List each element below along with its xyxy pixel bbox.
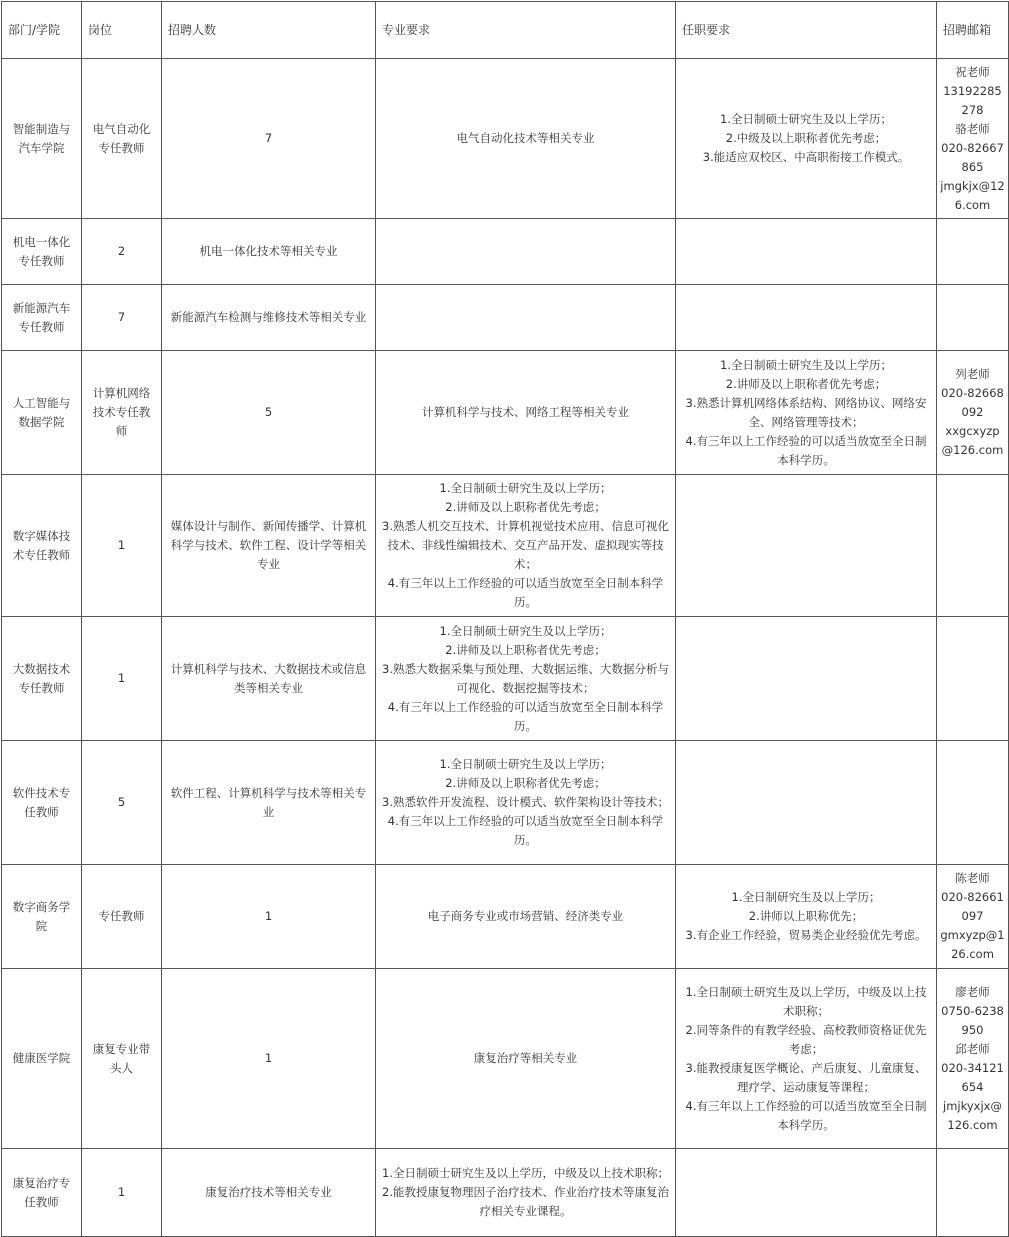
cell-count: 媒体设计与制作、新闻传播学、计算机科学与技术、软件工程、设计学等相关专业	[162, 475, 376, 617]
contact-line[interactable]: jmjkyxjx@126.com	[943, 1098, 1002, 1132]
table-header-row	[2, 2, 1009, 59]
contact-line: 020-34121654	[941, 1060, 1004, 1094]
cell-dept: 机电一体化专任教师	[2, 219, 82, 285]
requirement-line: 3.熟悉人机交互技术、计算机视觉技术应用、信息可视化技术、非线性编辑技术、交互产品开发、虚拟现实等技术；	[382, 519, 669, 571]
requirement-line: 2.讲师及以上职称者优先考虑；	[725, 376, 887, 391]
cell-dept: 康复治疗专任教师	[2, 1149, 82, 1237]
cell-dept: 人工智能与数据学院	[2, 351, 82, 475]
cell-count: 1	[162, 865, 376, 969]
cell-count: 5	[162, 351, 376, 475]
cell-requirements	[676, 351, 937, 475]
requirement-line: 3.熟悉计算机网络体系结构、网络协议、网络安全、网络管理等技术；	[685, 395, 927, 429]
contact-line: 020-82661097	[941, 890, 1004, 923]
cell-major: 计算机科学与技术、网络工程等相关专业	[376, 351, 676, 475]
cell-major	[376, 219, 676, 285]
cell-contact	[937, 1149, 1009, 1237]
requirement-line: 2.讲师及以上职称者优先考虑；	[445, 776, 606, 790]
cell-requirements	[676, 219, 937, 285]
cell-position: 计算机网络技术专任教师	[82, 351, 162, 475]
contact-line: 骆老师	[955, 121, 990, 136]
contact-line: 祝老师	[955, 64, 990, 79]
cell-major: 康复治疗等相关专业	[376, 969, 676, 1149]
cell-position: 电气自动化专任教师	[82, 59, 162, 219]
contact-line: 020-82667865	[941, 140, 1004, 174]
contact-line[interactable]: gmxyzp@126.com	[940, 928, 1005, 961]
cell-requirements	[676, 865, 937, 969]
contact-line: 廖老师	[955, 984, 990, 999]
requirement-line: 1.全日制研究生及以上学历；	[731, 890, 881, 904]
cell-count: 7	[162, 59, 376, 219]
cell-count: 软件工程、计算机科学与技术等相关专业	[162, 741, 376, 865]
cell-position: 7	[82, 285, 162, 351]
cell-dept: 新能源汽车专任教师	[2, 285, 82, 351]
cell-count: 机电一体化技术等相关专业	[162, 219, 376, 285]
table-row	[2, 219, 1009, 285]
cell-count: 新能源汽车检测与维修技术等相关专业	[162, 285, 376, 351]
cell-contact	[937, 617, 1009, 741]
requirement-line: 3.能适应双校区、中高职衔接工作模式。	[702, 150, 910, 164]
contact-line[interactable]: xxgcxyzp@126.com	[941, 424, 1004, 457]
recruitment-table	[1, 1, 1009, 1237]
cell-position: 专任教师	[82, 865, 162, 969]
cell-contact	[937, 285, 1009, 351]
cell-contact	[937, 59, 1009, 219]
contact-line: 0750-6238950	[941, 1003, 1004, 1037]
cell-requirements	[676, 969, 937, 1149]
cell-contact	[937, 741, 1009, 865]
requirement-line: 1.全日制硕士研究生及以上学历；	[439, 623, 612, 638]
cell-contact	[937, 351, 1009, 475]
cell-position: 5	[82, 741, 162, 865]
cell-major: 电气自动化技术等相关专业	[376, 59, 676, 219]
requirement-line: 2.讲师及以上职称者优先考虑；	[445, 500, 606, 514]
cell-major	[376, 1149, 676, 1237]
table-row	[2, 59, 1009, 219]
requirement-line: 4.有三年以上工作经验的可以适当放宽至全日制本科学历。	[685, 1098, 927, 1132]
header-count: 招聘人数	[162, 2, 376, 59]
header-position: 岗位	[82, 2, 162, 59]
cell-major	[376, 475, 676, 617]
requirement-line: 2.讲师及以上职称者优先考虑；	[445, 642, 606, 657]
requirement-line: 3.能教授康复医学概论、产后康复、儿童康复、理疗学、运动康复等课程；	[685, 1060, 927, 1094]
cell-dept: 软件技术专任教师	[2, 741, 82, 865]
contact-line: 020-82668092	[941, 386, 1004, 419]
cell-requirements	[676, 741, 937, 865]
cell-dept: 智能制造与汽车学院	[2, 59, 82, 219]
contact-line: 陈老师	[955, 871, 990, 885]
header-dept: 部门/学院	[2, 2, 82, 59]
requirement-line: 4.有三年以上工作经验的可以适当放宽至全日制本科学历。	[387, 576, 664, 609]
header-major: 专业要求	[376, 2, 676, 59]
cell-position: 2	[82, 219, 162, 285]
cell-dept: 大数据技术专任教师	[2, 617, 82, 741]
cell-count: 康复治疗技术等相关专业	[162, 1149, 376, 1237]
cell-requirements	[676, 285, 937, 351]
requirement-line: 1.全日制硕士研究生及以上学历；	[439, 481, 612, 495]
cell-requirements	[676, 475, 937, 617]
cell-dept: 数字媒体技术专任教师	[2, 475, 82, 617]
cell-requirements	[676, 1149, 937, 1237]
requirement-line: 2.能教授康复物理因子治疗技术、作业治疗技术等康复治疗相关专业课程。	[382, 1185, 669, 1218]
header-requirements: 任职要求	[676, 2, 937, 59]
cell-position: 1	[82, 475, 162, 617]
table-row	[2, 969, 1009, 1149]
table-row	[2, 865, 1009, 969]
cell-count: 1	[162, 969, 376, 1149]
cell-major	[376, 285, 676, 351]
table-row	[2, 617, 1009, 741]
contact-line[interactable]: jmgkjx@126.com	[940, 178, 1005, 212]
cell-position: 1	[82, 617, 162, 741]
requirement-line: 1.全日制硕士研究生及以上学历，中级及以上技术职称；	[685, 984, 927, 1018]
cell-position: 1	[82, 1149, 162, 1237]
requirement-line: 1.全日制硕士研究生及以上学历；	[720, 357, 892, 372]
cell-position: 康复专业带头人	[82, 969, 162, 1149]
contact-line: 列老师	[955, 367, 990, 381]
contact-line: 邱老师	[955, 1041, 990, 1056]
cell-count: 计算机科学与技术、大数据技术或信息类等相关专业	[162, 617, 376, 741]
requirement-line: 2.同等条件的有教学经验、高校教师资格证优先考虑；	[685, 1022, 927, 1056]
table-row	[2, 351, 1009, 475]
cell-dept: 数字商务学院	[2, 865, 82, 969]
requirement-line: 2.讲师以上职称优先；	[748, 909, 864, 923]
cell-major: 电子商务专业或市场营销、经济类专业	[376, 865, 676, 969]
requirement-line: 2.中级及以上职称者优先考虑；	[725, 131, 887, 145]
table-row	[2, 1149, 1009, 1237]
requirement-line: 4.有三年以上工作经验的可以适当放宽至全日制本科学历。	[387, 699, 664, 733]
cell-major	[376, 617, 676, 741]
header-email: 招聘邮箱	[937, 2, 1009, 59]
contact-line: 13192285278	[943, 83, 1002, 117]
requirement-line: 4.有三年以上工作经验的可以适当放宽至全日制本科学历。	[387, 814, 664, 847]
cell-dept: 健康医学院	[2, 969, 82, 1149]
cell-contact	[937, 475, 1009, 617]
cell-contact	[937, 219, 1009, 285]
cell-requirements	[676, 617, 937, 741]
table-row	[2, 285, 1009, 351]
table-row	[2, 475, 1009, 617]
table-row	[2, 741, 1009, 865]
requirement-line: 1.全日制硕士研究生及以上学历；	[439, 757, 612, 771]
cell-major	[376, 741, 676, 865]
cell-contact	[937, 969, 1009, 1149]
requirement-line: 1.全日制硕士研究生及以上学历，中级及以上技术职称；	[382, 1166, 669, 1180]
cell-contact	[937, 865, 1009, 969]
requirement-line: 3.有企业工作经验，贸易类企业经验优先考虑。	[685, 928, 927, 942]
cell-requirements	[676, 59, 937, 219]
requirement-line: 3.熟悉软件开发流程、设计模式、软件架构设计等技术；	[382, 795, 669, 809]
requirement-line: 4.有三年以上工作经验的可以适当放宽至全日制本科学历。	[685, 433, 927, 467]
requirement-line: 1.全日制硕士研究生及以上学历；	[720, 112, 892, 126]
requirement-line: 3.熟悉大数据采集与预处理、大数据运维、大数据分析与可视化、数据挖掘等技术；	[382, 661, 669, 695]
